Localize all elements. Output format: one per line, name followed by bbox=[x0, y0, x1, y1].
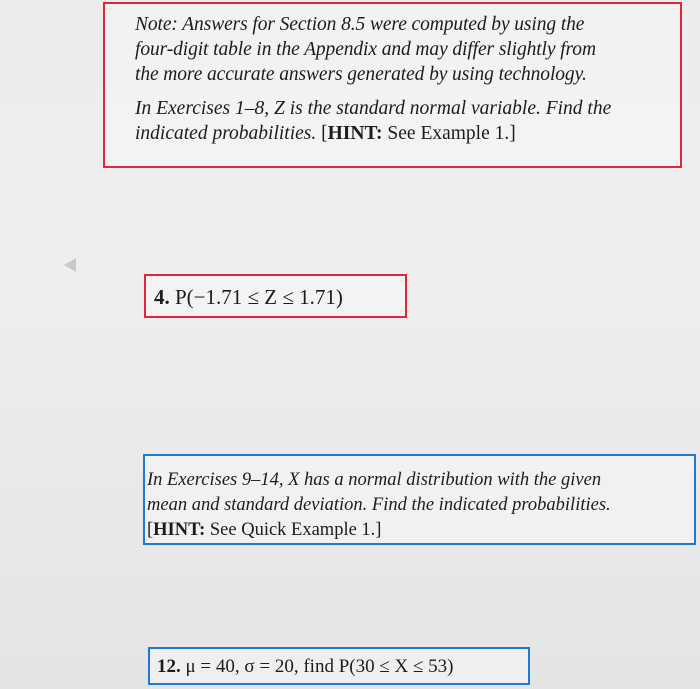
note-section-box bbox=[103, 2, 682, 168]
hint-label-2: HINT: bbox=[153, 520, 206, 540]
hint-reference-2: See Quick Example 1.] bbox=[205, 520, 382, 540]
section-2-line-1: In Exercises 9–14, X has a normal distribution with the given bbox=[147, 470, 602, 490]
section-2-line-3 bbox=[147, 518, 688, 543]
exercise-4 bbox=[154, 284, 405, 310]
section-2-instructions-box bbox=[143, 454, 696, 545]
hint-label: HINT: bbox=[327, 123, 383, 144]
instructions-line-2 bbox=[135, 121, 666, 146]
exercise-12-number: 12. bbox=[157, 656, 181, 677]
instructions-line-1: In Exercises 1–8, Z is the standard normal variable. Find the bbox=[135, 98, 612, 119]
hint-bracket-open-2: [ bbox=[147, 520, 154, 540]
exercise-4-number: 4. bbox=[154, 285, 170, 309]
exercise-12 bbox=[157, 655, 528, 679]
note-line-1: Note: Answers for Section 8.5 were computed by using the bbox=[135, 14, 585, 35]
hint-bracket-open: [ bbox=[321, 123, 328, 144]
note-line-2: four-digit table in the Appendix and may differ slightly from bbox=[135, 39, 596, 60]
exercise-12-box bbox=[148, 647, 530, 685]
instructions-line-2-text: indicated probabilities. bbox=[135, 123, 322, 144]
exercise-4-expression: P(−1.71 ≤ Z ≤ 1.71) bbox=[175, 285, 343, 309]
exercise-4-box bbox=[144, 274, 407, 318]
hint-reference: See Example 1.] bbox=[382, 123, 516, 144]
section-2-line-2: mean and standard deviation. Find the indicated probabilities. bbox=[147, 495, 611, 515]
note-line-3: the more accurate answers generated by using technology. bbox=[135, 64, 587, 85]
exercise-12-expression: μ = 40, σ = 20, find P(30 ≤ X ≤ 53) bbox=[185, 656, 454, 677]
left-arrow-mark bbox=[64, 258, 76, 272]
